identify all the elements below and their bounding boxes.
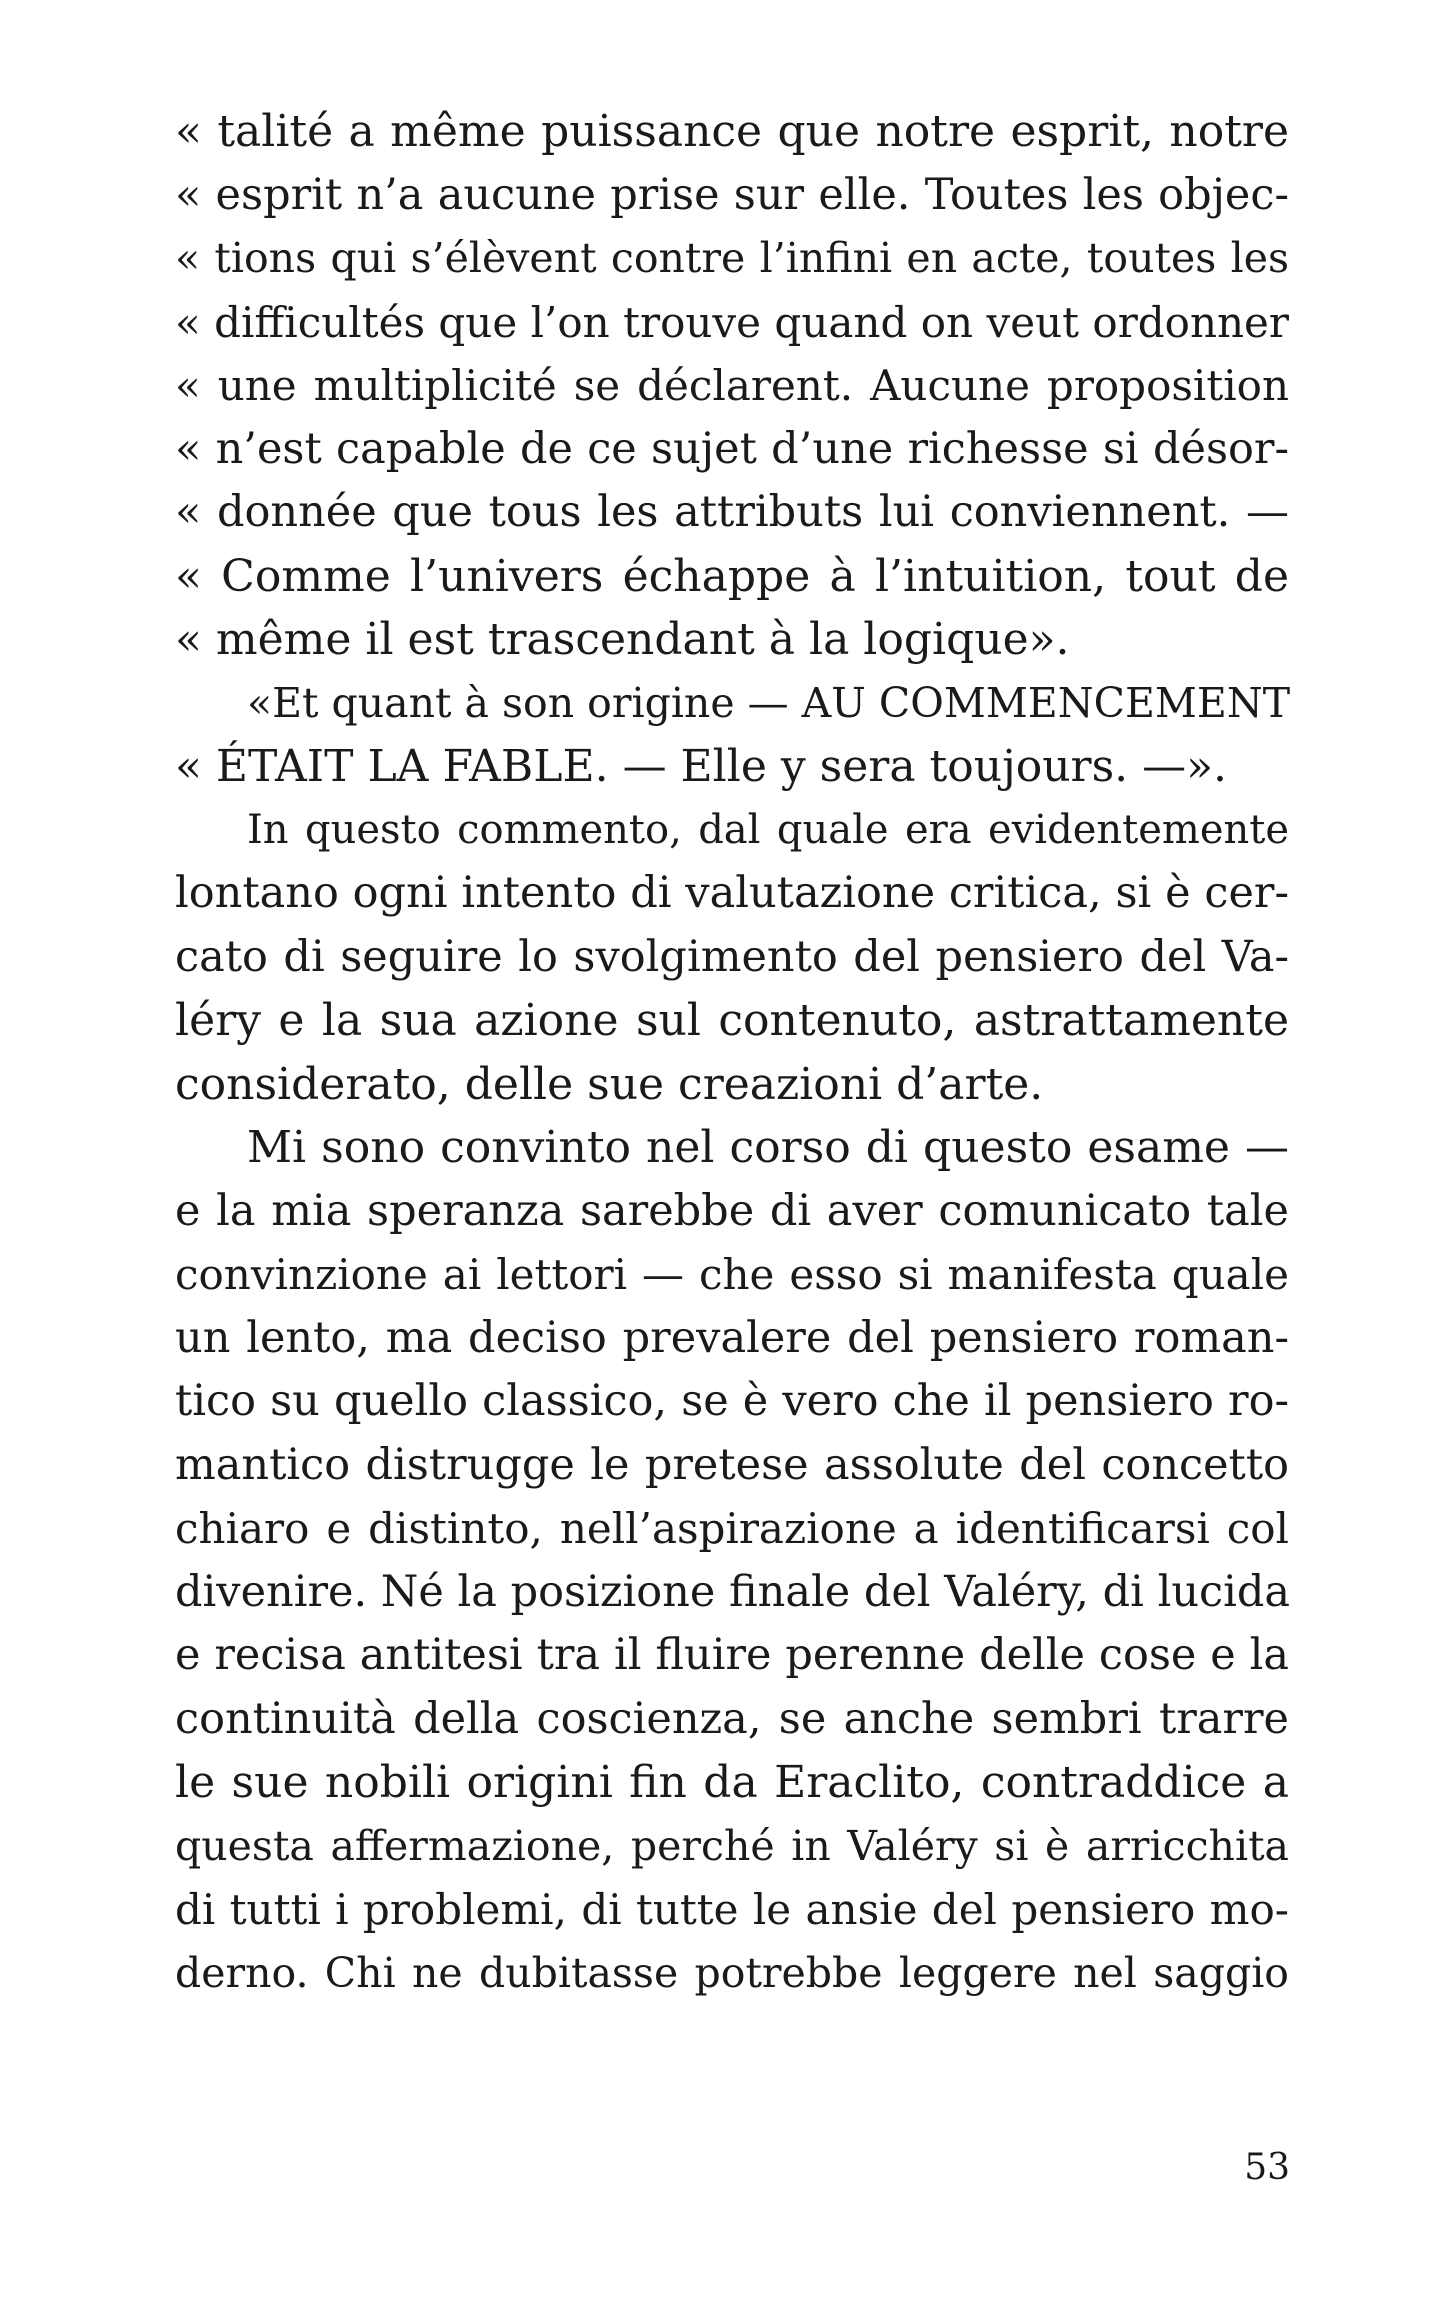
text-line: « Comme l’univers échappe à l’intuition, tout de <box>175 550 1289 602</box>
text-line: « difficultés que l’on trouve quand on veut ordonner <box>175 297 1289 347</box>
page-number: 53 <box>1244 2147 1290 2188</box>
text-line: mantico distrugge le pretese assolute del concetto <box>175 1439 1289 1490</box>
text-line: « une multiplicité se déclarent. Aucune proposition <box>175 361 1289 410</box>
text-line: « n’est capable de ce sujet d’une richesse si désor- <box>175 423 1289 474</box>
text-line: di tutti i problemi, di tutte le ansie del pensiero mo- <box>175 1885 1289 1934</box>
text-line: «Et quant à son origine — AU COMMENCEMENT <box>247 678 1291 727</box>
text-line: cato di seguire lo svolgimento del pensiero del Va- <box>175 931 1289 982</box>
text-line: Mi sono convinto nel corso di questo esame — <box>247 1122 1289 1173</box>
text-line: questa affermazione, perché in Valéry si è arricchita <box>175 1821 1289 1870</box>
text-line: « esprit n’a aucune prise sur elle. Toutes les objec- <box>175 169 1289 220</box>
text-line: convinzione ai lettori — che esso si manifesta quale <box>175 1250 1289 1299</box>
text-line: chiaro e distinto, nell’aspirazione a identificarsi col <box>175 1504 1289 1553</box>
text-line: continuità della coscienza, se anche sembri trarre <box>175 1693 1289 1744</box>
text-line: « ÉTAIT LA FABLE. — Elle y sera toujours. —». <box>175 741 1228 792</box>
text-line: léry e la sua azione sul contenuto, astrattamente <box>175 995 1289 1046</box>
text-line: « donnée que tous les attributs lui conviennent. — <box>175 487 1289 537</box>
text-line: « même il est trascendant à la logique». <box>175 614 1070 665</box>
text-line: lontano ogni intento di valutazione critica, si è cer- <box>175 868 1289 918</box>
text-line: le sue nobili origini fin da Eraclito, contraddice a <box>175 1757 1289 1808</box>
text-line: « talité a même puissance que notre esprit, notre <box>175 106 1289 157</box>
text-line: e recisa antitesi tra il fluire perenne delle cose e la <box>175 1630 1289 1680</box>
text-line: considerato, delle sue creazioni d’arte. <box>175 1058 1044 1110</box>
text-line: In questo commento, dal quale era evidentemente <box>247 806 1289 853</box>
text-line: divenire. Né la posizione finale del Valéry, di lucida <box>175 1566 1291 1617</box>
text-line: tico su quello classico, se è vero che il pensiero ro- <box>175 1376 1289 1426</box>
text-line: un lento, ma deciso prevalere del pensiero roman- <box>175 1312 1289 1363</box>
body-text <box>175 100 1289 2005</box>
text-line: derno. Chi ne dubitasse potrebbe leggere nel saggio <box>175 1948 1289 1997</box>
text-line: e la mia speranza sarebbe di aver comunicato tale <box>175 1185 1289 1236</box>
text-line: « tions qui s’élèvent contre l’infini en acte, toutes les <box>175 234 1289 282</box>
